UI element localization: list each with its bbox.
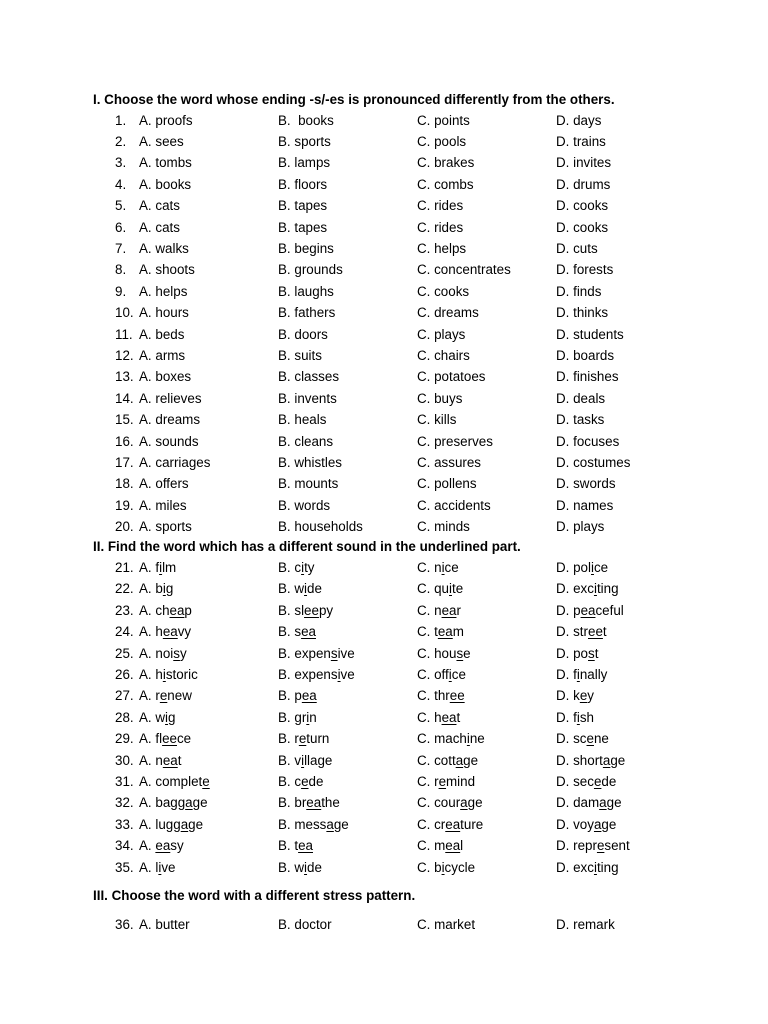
- option-b: B. suits: [278, 347, 322, 363]
- underlined-part: i: [162, 667, 166, 682]
- question-row: [0, 838, 768, 859]
- question-number: 4.: [115, 176, 127, 192]
- option-b: B. classes: [278, 369, 340, 385]
- option-b: B. laughs: [278, 283, 334, 299]
- option-d: D. police: [556, 560, 609, 575]
- option-b: B. floors: [278, 176, 328, 192]
- underlined-part: a: [602, 752, 611, 768]
- option-c: C. nice: [417, 560, 459, 575]
- option-a: A. wig: [139, 709, 176, 725]
- question-number: 3.: [115, 155, 127, 171]
- question-row: [0, 581, 768, 602]
- underlined-part: ea: [441, 602, 457, 618]
- underlined-part: e: [202, 774, 210, 789]
- question-row: [0, 305, 768, 326]
- question-number: 17.: [115, 454, 134, 470]
- option-a: A. dreams: [139, 412, 201, 428]
- option-c: C. bicycle: [417, 859, 476, 875]
- option-d: D. plays: [556, 519, 605, 535]
- option-d: D. swords: [556, 476, 616, 492]
- underlined-part: ea: [162, 624, 178, 640]
- option-a: A. film: [139, 560, 177, 575]
- option-d: D. students: [556, 326, 624, 342]
- option-c: C. team: [417, 624, 464, 640]
- option-d: D. secede: [556, 774, 617, 789]
- option-d: D. peaceful: [556, 602, 624, 618]
- option-a: A. tombs: [139, 155, 192, 171]
- underlined-part: i: [158, 859, 162, 875]
- question-row: [0, 498, 768, 519]
- question-number: 5.: [115, 198, 127, 214]
- underlined-part: e: [579, 688, 588, 704]
- option-a: A. noisy: [139, 645, 187, 661]
- option-d: D. damage: [556, 795, 622, 811]
- question-number: 22.: [115, 581, 134, 597]
- underlined-part: s: [456, 645, 464, 661]
- option-d: D. drums: [556, 176, 611, 192]
- question-row: [0, 603, 768, 624]
- option-a: A. carriages: [139, 454, 211, 470]
- question-row: [0, 710, 768, 731]
- option-d: D. days: [556, 112, 602, 128]
- option-c: C. potatoes: [417, 369, 486, 385]
- option-c: C. rides: [417, 219, 464, 235]
- option-c: C. near: [417, 602, 461, 618]
- option-a: A. easy: [139, 838, 184, 854]
- question-row: [0, 220, 768, 241]
- option-c: C. courage: [417, 795, 483, 811]
- option-a: A. beds: [139, 326, 185, 342]
- option-d: D. exciting: [556, 859, 619, 875]
- option-c: C. remind: [417, 774, 476, 789]
- option-a: A. helps: [139, 283, 188, 299]
- option-a: A. butter: [139, 916, 190, 932]
- underlined-part: i: [337, 667, 341, 682]
- underlined-part: ea: [298, 838, 313, 854]
- question-row: [0, 348, 768, 369]
- underlined-part: i: [466, 731, 470, 747]
- option-d: D. represent: [556, 838, 630, 854]
- underlined-part: ee: [588, 624, 603, 640]
- option-b: B. tapes: [278, 219, 328, 235]
- underlined-part: i: [576, 709, 580, 725]
- question-row: [0, 860, 768, 881]
- option-d: D. costumes: [556, 454, 631, 470]
- option-a: A. big: [139, 581, 174, 597]
- question-row: [0, 560, 768, 581]
- option-d: D. voyage: [556, 816, 617, 832]
- underlined-part: e: [438, 774, 447, 789]
- underlined-part: i: [165, 709, 169, 725]
- question-number: 7.: [115, 240, 127, 256]
- underlined-part: e: [596, 838, 605, 854]
- question-number: 8.: [115, 262, 127, 278]
- underlined-part: i: [593, 581, 597, 597]
- option-b: B. cede: [278, 774, 324, 789]
- question-row: [0, 391, 768, 412]
- question-number: 24.: [115, 624, 134, 640]
- underlined-part: e: [586, 731, 594, 747]
- question-number: 2.: [115, 133, 127, 149]
- question-row: [0, 817, 768, 838]
- option-c: C. dreams: [417, 305, 479, 321]
- option-a: A. proofs: [139, 112, 193, 128]
- option-b: B. invents: [278, 390, 337, 406]
- underlined-part: a: [460, 795, 468, 811]
- option-d: D. trains: [556, 133, 606, 149]
- option-d: D. deals: [556, 390, 606, 406]
- question-row: [0, 113, 768, 134]
- option-c: C. pollens: [417, 476, 477, 492]
- underlined-part: s: [173, 645, 180, 661]
- underlined-part: e: [593, 774, 602, 789]
- option-a: A. walks: [139, 240, 189, 256]
- option-c: C. market: [417, 916, 476, 932]
- option-a: A. cheap: [139, 602, 192, 618]
- option-b: B. doors: [278, 326, 328, 342]
- question-row: [0, 155, 768, 176]
- question-number: 14.: [115, 390, 134, 406]
- question-number: 18.: [115, 476, 134, 492]
- option-c: C. machine: [417, 731, 485, 747]
- question-number: 28.: [115, 709, 134, 725]
- option-d: D. post: [556, 645, 599, 661]
- option-b: B. sea: [278, 624, 316, 640]
- option-c: C. combs: [417, 176, 474, 192]
- question-number: 29.: [115, 731, 134, 747]
- option-b: B. lamps: [278, 155, 331, 171]
- option-a: A. relieves: [139, 390, 202, 406]
- option-a: A. cats: [139, 198, 180, 214]
- option-a: A. renew: [139, 688, 192, 704]
- underlined-part: a: [326, 816, 334, 832]
- section-heading: II. Find the word which has a different sound in the underlined part.: [93, 539, 521, 554]
- question-row: [0, 917, 768, 938]
- option-b: B. cleans: [278, 433, 334, 449]
- question-row: [0, 667, 768, 688]
- question-row: [0, 731, 768, 752]
- option-a: A. hours: [139, 305, 189, 321]
- option-a: A. fleece: [139, 731, 192, 747]
- option-d: D. fish: [556, 709, 594, 725]
- underlined-part: e: [159, 688, 168, 704]
- question-number: 23.: [115, 602, 134, 618]
- underlined-part: i: [304, 859, 308, 875]
- question-row: [0, 688, 768, 709]
- option-b: B. doctor: [278, 916, 332, 932]
- underlined-part: e: [301, 774, 309, 789]
- question-number: 27.: [115, 688, 134, 704]
- underlined-part: i: [576, 667, 580, 682]
- question-number: 13.: [115, 369, 134, 385]
- question-number: 12.: [115, 347, 134, 363]
- option-d: D. names: [556, 497, 614, 513]
- option-c: C. cottage: [417, 752, 479, 768]
- underlined-part: i: [301, 752, 305, 768]
- underlined-part: ea: [169, 602, 185, 618]
- question-row: [0, 753, 768, 774]
- option-b: B. sports: [278, 133, 331, 149]
- option-c: C. rides: [417, 198, 464, 214]
- underlined-part: s: [330, 645, 338, 661]
- option-c: C. meal: [417, 838, 464, 854]
- option-a: A. boxes: [139, 369, 192, 385]
- question-number: 32.: [115, 795, 134, 811]
- option-b: B. tea: [278, 838, 313, 854]
- option-a: A. cats: [139, 219, 180, 235]
- underlined-part: i: [448, 667, 452, 682]
- option-d: D. cooks: [556, 219, 609, 235]
- option-c: C. three: [417, 688, 465, 704]
- option-d: D. shortage: [556, 752, 626, 768]
- option-d: D. thinks: [556, 305, 609, 321]
- option-d: D. invites: [556, 155, 612, 171]
- question-number: 35.: [115, 859, 134, 875]
- option-c: C. preserves: [417, 433, 493, 449]
- option-d: D. forests: [556, 262, 614, 278]
- option-c: C. quite: [417, 581, 464, 597]
- option-c: C. chairs: [417, 347, 470, 363]
- option-c: C. accidents: [417, 497, 491, 513]
- question-number: 20.: [115, 519, 134, 535]
- option-a: A. arms: [139, 347, 186, 363]
- option-b: B. fathers: [278, 305, 336, 321]
- option-a: A. live: [139, 859, 176, 875]
- option-d: D. finds: [556, 283, 602, 299]
- underlined-part: i: [449, 581, 452, 597]
- option-a: A. sounds: [139, 433, 199, 449]
- option-d: D. key: [556, 688, 594, 704]
- question-row: [0, 241, 768, 262]
- option-d: D. scene: [556, 731, 609, 747]
- underlined-part: ea: [445, 816, 461, 832]
- option-b: B. books: [278, 112, 334, 128]
- question-row: [0, 624, 768, 645]
- option-c: C. plays: [417, 326, 466, 342]
- option-b: B. expensive: [278, 645, 355, 661]
- section-heading: I. Choose the word whose ending -s/-es is pronounced differently from the others.: [93, 92, 615, 107]
- underlined-part: ea: [155, 838, 171, 854]
- underlined-part: ee: [304, 602, 319, 618]
- option-c: C. buys: [417, 390, 463, 406]
- question-row: [0, 198, 768, 219]
- option-b: B. words: [278, 497, 331, 513]
- question-number: 31.: [115, 774, 134, 789]
- question-number: 25.: [115, 645, 134, 661]
- question-row: [0, 284, 768, 305]
- option-c: C. kills: [417, 412, 457, 428]
- question-number: 21.: [115, 560, 134, 575]
- option-c: C. concentrates: [417, 262, 511, 278]
- option-b: B. return: [278, 731, 330, 747]
- underlined-part: i: [301, 560, 305, 575]
- question-row: [0, 434, 768, 455]
- question-row: [0, 476, 768, 497]
- option-c: C. heat: [417, 709, 461, 725]
- question-number: 30.: [115, 752, 134, 768]
- question-number: 34.: [115, 838, 134, 854]
- question-row: [0, 177, 768, 198]
- option-c: C. cooks: [417, 283, 470, 299]
- option-a: A. books: [139, 176, 192, 192]
- option-c: C. house: [417, 645, 471, 661]
- option-a: A. sees: [139, 133, 184, 149]
- underlined-part: ea: [580, 602, 596, 618]
- option-a: A. luggage: [139, 816, 204, 832]
- option-d: D. finally: [556, 667, 608, 682]
- question-number: 36.: [115, 916, 134, 932]
- underlined-part: i: [304, 581, 308, 597]
- question-row: [0, 646, 768, 667]
- option-b: B. breathe: [278, 795, 340, 811]
- underlined-part: ea: [445, 838, 461, 854]
- question-row: [0, 795, 768, 816]
- underlined-part: i: [593, 859, 597, 875]
- underlined-part: i: [441, 859, 445, 875]
- option-d: D. exciting: [556, 581, 619, 597]
- option-c: C. assures: [417, 454, 481, 470]
- option-b: B. message: [278, 816, 349, 832]
- option-d: D. cooks: [556, 198, 609, 214]
- option-a: A. miles: [139, 497, 187, 513]
- option-d: D. cuts: [556, 240, 598, 256]
- underlined-part: a: [599, 795, 607, 811]
- underlined-part: ea: [162, 752, 178, 768]
- question-row: [0, 412, 768, 433]
- option-b: B. sleepy: [278, 602, 334, 618]
- option-c: C. pools: [417, 133, 467, 149]
- option-b: B. expensive: [278, 667, 355, 682]
- option-b: B. tapes: [278, 198, 328, 214]
- question-number: 9.: [115, 283, 127, 299]
- question-number: 10.: [115, 305, 134, 321]
- question-number: 16.: [115, 433, 134, 449]
- question-row: [0, 369, 768, 390]
- underlined-part: ea: [301, 624, 316, 640]
- option-b: B. grounds: [278, 262, 343, 278]
- underlined-part: ea: [437, 624, 453, 640]
- option-b: B. heals: [278, 412, 327, 428]
- underlined-part: ee: [449, 688, 465, 704]
- question-row: [0, 774, 768, 795]
- option-d: D. finishes: [556, 369, 619, 385]
- underlined-part: ee: [162, 731, 177, 747]
- question-number: 26.: [115, 667, 134, 682]
- option-c: C. creature: [417, 816, 484, 832]
- option-a: A. heavy: [139, 624, 192, 640]
- option-c: C. minds: [417, 519, 470, 535]
- underlined-part: a: [185, 795, 193, 811]
- question-row: [0, 327, 768, 348]
- question-row: [0, 262, 768, 283]
- question-number: 1.: [115, 112, 127, 128]
- question-number: 33.: [115, 816, 134, 832]
- underlined-part: i: [441, 560, 445, 575]
- option-a: A. complete: [139, 774, 210, 789]
- option-a: A. offers: [139, 476, 189, 492]
- option-a: A. baggage: [139, 795, 208, 811]
- underlined-part: ea: [301, 688, 317, 704]
- option-c: C. brakes: [417, 155, 475, 171]
- option-b: B. mounts: [278, 476, 339, 492]
- option-b: B. households: [278, 519, 363, 535]
- question-number: 19.: [115, 497, 134, 513]
- option-d: D. tasks: [556, 412, 605, 428]
- option-b: B. pea: [278, 688, 317, 704]
- option-c: C. office: [417, 667, 466, 682]
- option-d: D. street: [556, 624, 607, 640]
- underlined-part: e: [298, 731, 307, 747]
- option-d: D. focuses: [556, 433, 620, 449]
- option-b: B. begins: [278, 240, 334, 256]
- question-number: 15.: [115, 412, 134, 428]
- option-b: B. wide: [278, 581, 322, 597]
- question-number: 11.: [115, 326, 133, 342]
- option-d: D. remark: [556, 916, 615, 932]
- section-heading: III. Choose the word with a different stress pattern.: [93, 888, 416, 903]
- option-b: B. village: [278, 752, 333, 768]
- underlined-part: ea: [306, 795, 322, 811]
- underlined-part: i: [159, 560, 163, 575]
- question-row: [0, 134, 768, 155]
- question-row: [0, 455, 768, 476]
- underlined-part: a: [180, 816, 189, 832]
- option-b: B. whistles: [278, 454, 342, 470]
- question-row: [0, 519, 768, 540]
- option-a: A. historic: [139, 667, 198, 682]
- option-c: C. helps: [417, 240, 467, 256]
- option-a: A. neat: [139, 752, 182, 768]
- option-d: D. boards: [556, 347, 615, 363]
- question-number: 6.: [115, 219, 127, 235]
- underlined-part: ea: [441, 709, 457, 725]
- underlined-part: i: [590, 560, 594, 575]
- underlined-part: i: [306, 709, 310, 725]
- option-a: A. shoots: [139, 262, 195, 278]
- option-b: B. wide: [278, 859, 322, 875]
- option-b: B. city: [278, 560, 315, 575]
- option-c: C. points: [417, 112, 470, 128]
- underlined-part: s: [588, 645, 595, 661]
- underlined-part: a: [455, 752, 464, 768]
- underlined-part: a: [593, 816, 602, 832]
- option-a: A. sports: [139, 519, 192, 535]
- option-b: B. grin: [278, 709, 317, 725]
- underlined-part: i: [162, 581, 166, 597]
